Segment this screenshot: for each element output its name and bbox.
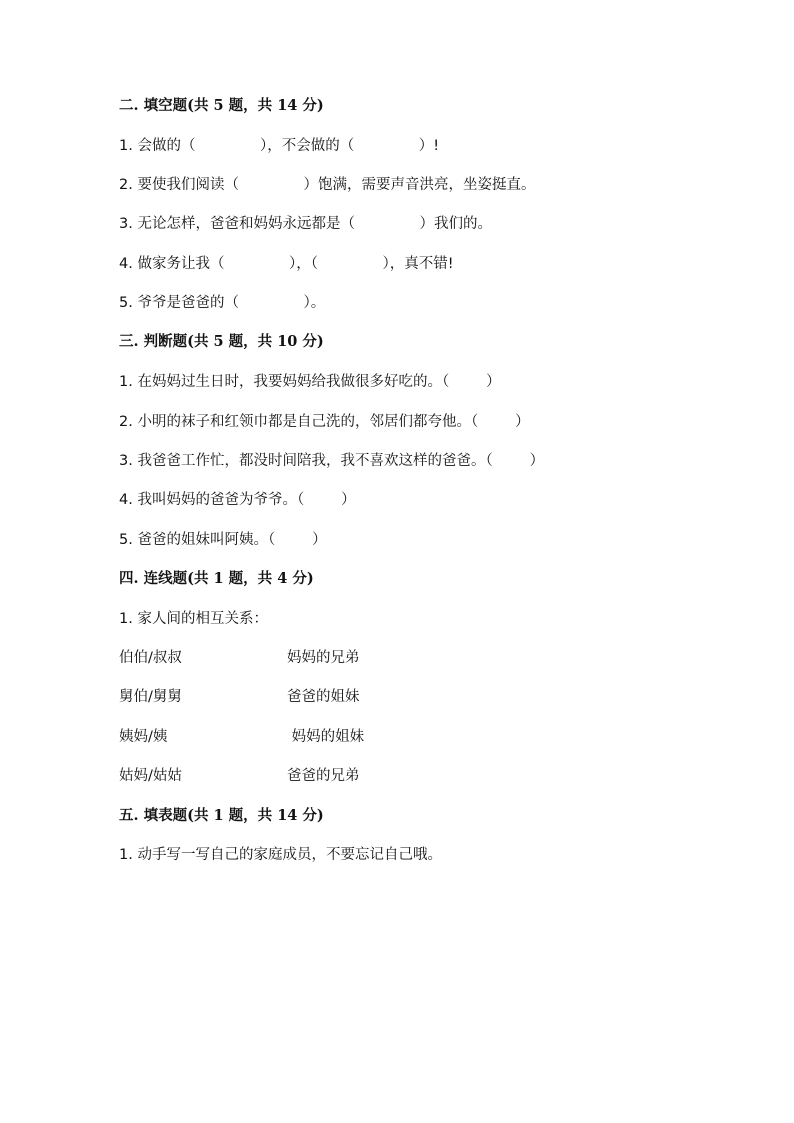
question-judge-1: 1. 在妈妈过生日时，我要妈妈给我做很多好吃的。（ ） bbox=[119, 374, 501, 390]
match-left-3: 姨妈/姨 bbox=[119, 729, 168, 745]
match-left-2: 舅伯/舅舅 bbox=[119, 689, 182, 705]
question-fill-4: 4. 做家务让我（ ），（ ），真不错! bbox=[119, 256, 454, 272]
question-judge-2: 2. 小明的袜子和红领巾都是自己洗的，邻居们都夸他。（ ） bbox=[119, 414, 530, 430]
question-fill-5: 5. 爷爷是爸爸的（ ）。 bbox=[119, 295, 326, 311]
match-right-1: 妈妈的兄弟 bbox=[287, 650, 360, 666]
match-right-2: 爸爸的姐妹 bbox=[287, 689, 360, 705]
match-right-3: 妈妈的姐妹 bbox=[287, 729, 365, 745]
question-judge-3: 3. 我爸爸工作忙，都没时间陪我，我不喜欢这样的爸爸。（ ） bbox=[119, 453, 545, 469]
match-right-4: 爸爸的兄弟 bbox=[287, 768, 360, 784]
match-left-4: 姑妈/姑姑 bbox=[119, 768, 182, 784]
question-fill-1: 1. 会做的（ ），不会做的（ ）! bbox=[119, 138, 440, 154]
section-heading-match: 四. 连线题(共 1 题，共 4 分) bbox=[119, 570, 314, 587]
section-heading-judge: 三. 判断题(共 5 题，共 10 分) bbox=[119, 333, 324, 350]
question-judge-5: 5. 爸爸的姐妹叫阿姨。（ ） bbox=[119, 532, 327, 548]
question-judge-4: 4. 我叫妈妈的爸爸为爷爷。（ ） bbox=[119, 492, 356, 508]
section-heading-table: 五. 填表题(共 1 题，共 14 分) bbox=[119, 807, 324, 824]
question-fill-2: 2. 要使我们阅读（ ）饱满，需要声音洪亮，坐姿挺直。 bbox=[119, 177, 536, 193]
question-match-prompt: 1. 家人间的相互关系： bbox=[119, 611, 268, 627]
section-heading-fill-blank: 二. 填空题(共 5 题，共 14 分) bbox=[119, 97, 324, 114]
question-fill-3: 3. 无论怎样，爸爸和妈妈永远都是（ ）我们的。 bbox=[119, 216, 492, 232]
question-table-prompt: 1. 动手写一写自己的家庭成员，不要忘记自己哦。 bbox=[119, 847, 442, 863]
match-left-1: 伯伯/叔叔 bbox=[119, 650, 182, 666]
